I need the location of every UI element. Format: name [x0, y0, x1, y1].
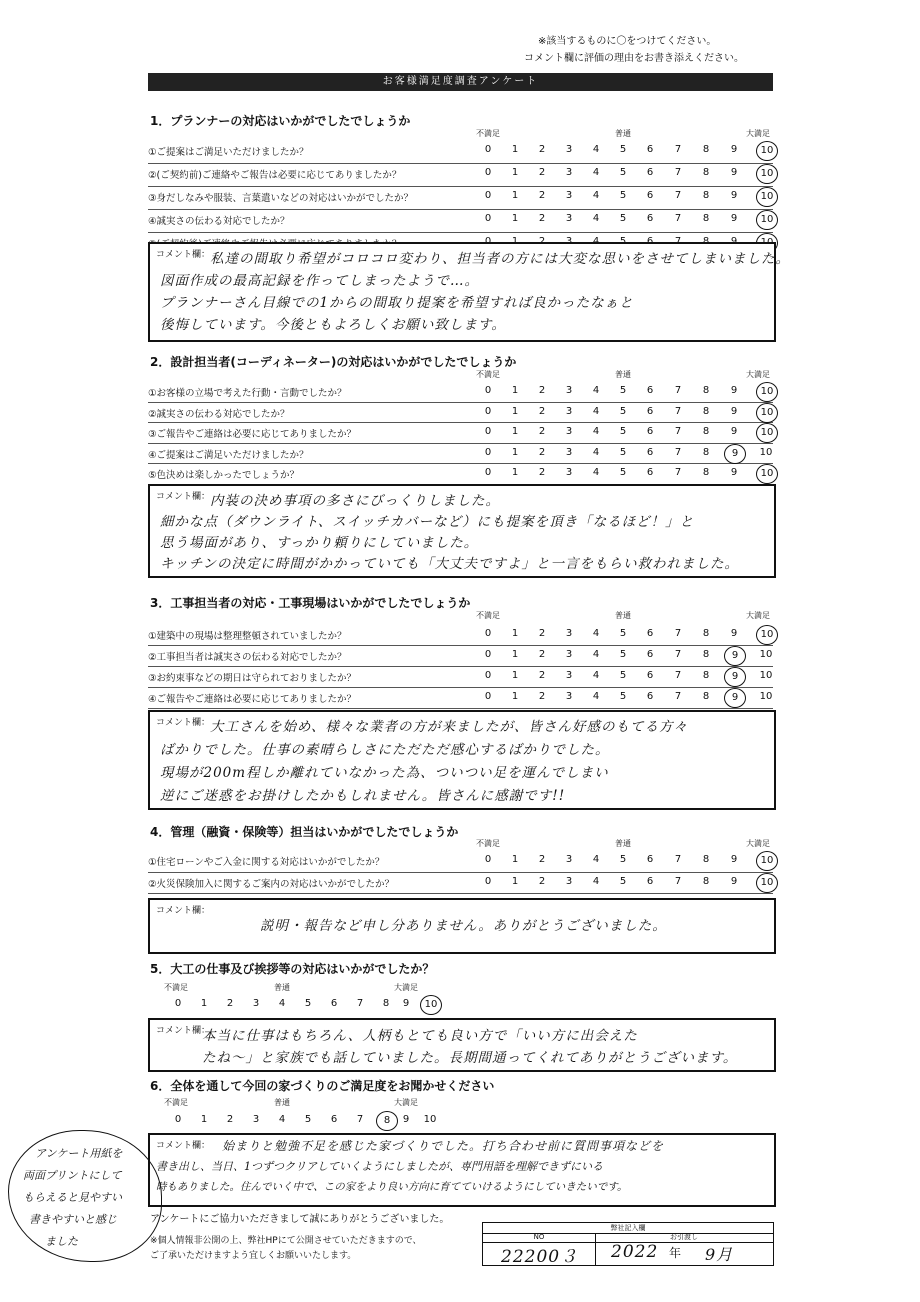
scale-label-low: 不満足 [476, 370, 500, 379]
scale-label-high: 大満足 [746, 839, 770, 848]
question-text: ④ご提案はご満足いただけましたか？ [148, 449, 309, 461]
comment-line: 現場が200m程しか離れていなかった為、ついつい足を運んでしまい [160, 765, 609, 781]
score-option[interactable]: 4 [592, 854, 600, 865]
score-option[interactable]: 5 [619, 213, 627, 224]
scale-label-high: 大満足 [394, 1098, 418, 1107]
score-option[interactable]: 1 [511, 426, 519, 437]
score-option[interactable]: 4 [592, 875, 600, 887]
score-option[interactable]: 9 [730, 405, 738, 417]
score-option[interactable]: 3 [565, 649, 573, 660]
score-option-selected[interactable]: 10 [756, 210, 778, 230]
score-option[interactable]: 5 [619, 426, 627, 437]
score-option[interactable]: 4 [278, 998, 286, 1009]
score-option[interactable]: 1 [511, 385, 519, 396]
score-option[interactable]: 8 [702, 213, 710, 224]
score-option[interactable]: 9 [730, 144, 738, 155]
office-use-box [482, 1222, 774, 1266]
instruction-note-1: ※該当するものに〇をつけてください。 [538, 36, 717, 47]
section-6-comment-box[interactable] [148, 1133, 776, 1207]
score-option[interactable]: 2 [538, 144, 546, 155]
score-option[interactable]: 9 [730, 190, 738, 201]
score-option-selected[interactable]: 9 [724, 646, 746, 666]
score-option[interactable]: 1 [511, 190, 519, 201]
score-option[interactable]: 7 [674, 167, 682, 178]
score-option[interactable]: 3 [565, 190, 573, 201]
score-option[interactable]: 6 [330, 1114, 338, 1125]
score-option[interactable]: 7 [674, 670, 682, 681]
score-option[interactable]: 0 [484, 426, 492, 437]
score-option[interactable]: 8 [702, 144, 710, 155]
section-5-comment-box[interactable] [148, 1018, 776, 1072]
comment-label: コメント欄： [156, 1141, 211, 1151]
score-option[interactable]: 5 [304, 998, 312, 1009]
question-text: ③ご報告やご連絡は必要に応じてありましたか？ [148, 429, 357, 440]
section-2-title: 2．設計担当者(コーディネーター)の対応はいかがでしたでしょうか [150, 355, 517, 369]
score-option[interactable]: 9 [730, 875, 738, 887]
question-row [148, 186, 773, 210]
score-option[interactable]: 4 [592, 385, 600, 396]
score-option[interactable]: 9 [730, 467, 738, 478]
score-option[interactable]: 8 [702, 691, 710, 702]
score-option-selected[interactable]: 10 [756, 423, 778, 443]
score-option[interactable]: 3 [565, 446, 573, 458]
score-option[interactable]: 9 [730, 385, 738, 396]
section-4-comment-box[interactable] [148, 898, 776, 954]
score-option[interactable]: 2 [538, 467, 546, 478]
score-option[interactable]: 2 [226, 1114, 234, 1125]
question-text: ②工事担当者は誠実さの伝わる対応でしたか？ [148, 652, 347, 663]
score-option[interactable]: 9 [730, 854, 738, 865]
side-note-line: もらえると見やすい [23, 1191, 122, 1204]
score-option[interactable]: 0 [484, 446, 492, 458]
score-option[interactable]: 7 [674, 385, 682, 396]
score-option[interactable]: 4 [592, 628, 600, 639]
score-option[interactable]: 9 [402, 1114, 410, 1125]
question-row [148, 163, 773, 187]
score-option[interactable]: 7 [674, 446, 682, 458]
handover-label: お引渡し [595, 1233, 773, 1243]
score-option[interactable]: 5 [619, 628, 627, 639]
scale-label-mid: 普通 [615, 129, 631, 138]
question-row [148, 402, 773, 424]
section-6-title: 6．全体を通して今回の家づくりのご満足度をお聞かせください [150, 1079, 495, 1093]
comment-line: 図面作成の最高記録を作ってしまったようで…。 [160, 273, 479, 289]
side-note-line: アンケート用紙を [35, 1147, 123, 1160]
comment-line: 時もありました。住んでいく中で、この家をより良い方向に育てていけるようにしていきたいです。 [156, 1181, 628, 1193]
score-option[interactable]: 1 [511, 875, 519, 887]
comment-label: コメント欄： [156, 1026, 211, 1036]
comment-line: キッチンの決定に時間がかかっていても「大丈夫ですよ」と一言をもらい救われました。 [160, 556, 740, 572]
score-option[interactable]: 7 [674, 467, 682, 478]
score-option[interactable]: 4 [592, 426, 600, 437]
question-row [148, 381, 773, 403]
office-use-label: 弊社記入欄 [483, 1223, 773, 1234]
score-option[interactable]: 7 [674, 144, 682, 155]
question-text: ①住宅ローンやご入金に関する対応はいかがでしたか？ [148, 857, 385, 868]
score-option[interactable]: 8 [702, 405, 710, 417]
score-option[interactable]: 1 [511, 628, 519, 639]
score-option[interactable]: 6 [646, 385, 654, 396]
comment-line: プランナーさん目線での1からの間取り提案を希望すれば良かったなぁと [160, 295, 634, 311]
comment-line: 書き出し、当日、1つずつクリアしていくようにしましたが、専門用語を理解できずにいる [156, 1160, 603, 1173]
score-option-selected[interactable]: 10 [756, 164, 778, 184]
scale-label-mid: 普通 [274, 983, 290, 992]
score-option[interactable]: 8 [702, 446, 710, 458]
question-row [148, 872, 773, 895]
score-option[interactable]: 1 [200, 1114, 208, 1125]
score-option[interactable]: 7 [674, 854, 682, 865]
scale-label-low: 不満足 [476, 839, 500, 848]
score-option[interactable]: 5 [619, 167, 627, 178]
score-option[interactable]: 0 [484, 691, 492, 702]
score-option[interactable]: 4 [592, 167, 600, 178]
scale-label-high: 大満足 [394, 983, 418, 992]
score-option-selected[interactable]: 8 [376, 1111, 398, 1131]
score-option[interactable]: 6 [646, 426, 654, 437]
score-option[interactable]: 1 [511, 213, 519, 224]
score-option[interactable]: 7 [674, 426, 682, 437]
side-note-line: 書きやすいと感じ [29, 1213, 117, 1226]
score-option[interactable]: 4 [592, 467, 600, 478]
section-1-comment-box[interactable] [148, 242, 790, 342]
score-option[interactable]: 5 [304, 1114, 312, 1125]
footer-privacy-1: ※個人情報非公開の上、弊社HPにて公開させていただきますので、 [150, 1236, 422, 1246]
score-option[interactable]: 6 [646, 854, 654, 865]
score-option[interactable]: 2 [538, 854, 546, 865]
score-option-selected[interactable]: 10 [756, 851, 778, 871]
question-text: ①ご提案はご満足いただけましたか？ [148, 147, 309, 158]
score-option[interactable]: 2 [538, 446, 546, 458]
score-option-selected[interactable]: 10 [756, 464, 778, 484]
score-option[interactable]: 6 [646, 670, 654, 681]
score-option[interactable]: 6 [646, 875, 654, 887]
score-option[interactable]: 0 [484, 628, 492, 639]
question-text: ③お約束事などの期日は守られておりましたか？ [148, 673, 357, 684]
score-option[interactable]: 3 [565, 426, 573, 437]
score-option[interactable]: 4 [592, 405, 600, 417]
score-option[interactable]: 2 [538, 628, 546, 639]
score-option[interactable]: 6 [646, 628, 654, 639]
score-option[interactable]: 0 [484, 854, 492, 865]
score-option[interactable]: 1 [511, 446, 519, 458]
scale-label-mid: 普通 [615, 370, 631, 379]
score-option[interactable]: 3 [565, 144, 573, 155]
score-option[interactable]: 3 [565, 628, 573, 639]
score-option[interactable]: 9 [730, 213, 738, 224]
score-option[interactable]: 2 [538, 691, 546, 702]
side-note-line: 両面プリントにして [23, 1169, 122, 1182]
score-option[interactable]: 4 [592, 649, 600, 660]
question-row [148, 443, 773, 465]
score-option[interactable]: 8 [702, 426, 710, 437]
score-option[interactable]: 0 [484, 213, 492, 224]
question-row [148, 140, 773, 164]
question-row [148, 463, 773, 485]
score-option[interactable]: 1 [511, 670, 519, 681]
score-option[interactable]: 0 [484, 167, 492, 178]
scale-label-mid: 普通 [615, 611, 631, 620]
score-option[interactable]: 1 [200, 998, 208, 1009]
comment-line: 逆にご迷惑をお掛けしたかもしれません。皆さんに感謝です!! [160, 788, 566, 804]
score-option[interactable]: 2 [538, 670, 546, 681]
score-option[interactable]: 9 [402, 998, 410, 1009]
comment-line: 本当に仕事はもちろん、人柄もとても良い方で「いい方に出会えた [202, 1028, 638, 1044]
score-option[interactable]: 8 [382, 998, 390, 1009]
footer-privacy-2: ご了承いただけますよう宜しくお願いいたします。 [150, 1251, 357, 1261]
question-row [148, 422, 773, 444]
score-option[interactable]: 4 [592, 213, 600, 224]
question-text: ③身だしなみや服装、言葉遣いなどの対応はいかがでしたか？ [148, 193, 414, 204]
score-option[interactable]: 4 [592, 190, 600, 201]
score-option[interactable]: 4 [592, 670, 600, 681]
score-option[interactable]: 4 [592, 691, 600, 702]
score-option[interactable]: 2 [538, 213, 546, 224]
score-option[interactable]: 5 [619, 446, 627, 458]
score-option-selected[interactable]: 10 [756, 187, 778, 207]
scale-label-low: 不満足 [476, 129, 500, 138]
question-text: ①建築中の現場は整理整頓されていましたか？ [148, 631, 347, 642]
score-option[interactable]: 4 [278, 1114, 286, 1125]
score-option[interactable]: 6 [646, 446, 654, 458]
question-row [148, 624, 773, 646]
score-option-selected[interactable]: 10 [756, 403, 778, 423]
score-option-selected[interactable]: 10 [420, 995, 442, 1015]
comment-line: 思う場面があり、すっかり頼りにしていました。 [160, 535, 479, 551]
handover-year: 2022 [611, 1242, 659, 1262]
score-option[interactable]: 8 [702, 854, 710, 865]
question-row [148, 687, 773, 709]
question-text: ④誠実さの伝わる対応でしたか？ [148, 216, 290, 227]
question-row [148, 666, 773, 688]
scale-label-low: 不満足 [164, 1098, 188, 1107]
score-option[interactable]: 7 [674, 649, 682, 660]
score-option[interactable]: 3 [565, 167, 573, 178]
score-option[interactable]: 6 [330, 998, 338, 1009]
section-1-title: 1．プランナーの対応はいかがでしたでしょうか [150, 114, 411, 128]
score-option[interactable]: 1 [511, 467, 519, 478]
question-text: ①お客様の立場で考えた行動・言動でしたか？ [148, 388, 347, 399]
score-option[interactable]: 3 [565, 467, 573, 478]
question-row [148, 209, 773, 233]
score-option[interactable]: 0 [484, 190, 492, 201]
score-option[interactable]: 0 [484, 405, 492, 417]
side-note-line: ました [45, 1235, 78, 1248]
score-option[interactable]: 7 [674, 190, 682, 201]
score-option[interactable]: 8 [702, 467, 710, 478]
score-option[interactable]: 5 [619, 691, 627, 702]
question-text: ⑤色決めは楽しかったでしょうか？ [148, 470, 300, 481]
question-row [148, 645, 773, 667]
comment-line: 説明・報告など申し分ありません。ありがとうございました。 [260, 918, 667, 934]
section-3-comment-box[interactable] [148, 710, 776, 810]
score-option[interactable]: 6 [646, 144, 654, 155]
survey-number: 22200３ [501, 1247, 579, 1267]
score-option[interactable]: 3 [565, 854, 573, 865]
survey-title-banner: お客様満足度調査アンケート [148, 73, 773, 91]
score-option[interactable]: 9 [730, 426, 738, 437]
score-option[interactable]: 5 [619, 670, 627, 681]
score-option[interactable]: 10 [759, 691, 773, 702]
score-option[interactable]: 2 [538, 167, 546, 178]
comment-label: コメント欄： [156, 718, 211, 728]
score-option[interactable]: 3 [565, 213, 573, 224]
comment-line: 内装の決め事項の多さにびっくりしました。 [210, 493, 500, 509]
score-option[interactable]: 2 [538, 649, 546, 660]
score-option[interactable]: 0 [484, 467, 492, 478]
comment-label: コメント欄： [156, 906, 211, 916]
score-option[interactable]: 7 [674, 875, 682, 887]
score-option[interactable]: 10 [423, 1114, 437, 1125]
comment-line: 始まりと勉強不足を感じた家づくりでした。打ち合わせ前に質問事項などを [222, 1139, 665, 1153]
section-2-comment-box[interactable] [148, 484, 776, 578]
footer-thanks: アンケートにご協力いただきまして誠にありがとうございました。 [150, 1214, 450, 1225]
score-option[interactable]: 0 [484, 385, 492, 396]
score-option[interactable]: 8 [702, 875, 710, 887]
instruction-note-2: コメント欄に評価の理由をお書き添えください。 [524, 53, 744, 64]
score-option[interactable]: 2 [538, 190, 546, 201]
score-option[interactable]: 6 [646, 405, 654, 417]
score-option[interactable]: 0 [484, 144, 492, 155]
score-option[interactable]: 5 [619, 405, 627, 417]
comment-line: ばかりでした。仕事の素晴らしさにただただ感心するばかりでした。 [160, 742, 610, 758]
comment-line: 細かな点（ダウンライト、スイッチカバーなど）にも提案を頂き「なるほど！」と [160, 514, 695, 530]
side-handwritten-note [8, 1130, 162, 1262]
score-option[interactable]: 5 [619, 854, 627, 865]
score-option-selected[interactable]: 9 [724, 444, 746, 464]
score-option[interactable]: 0 [174, 1114, 182, 1125]
score-option-selected[interactable]: 10 [756, 141, 778, 161]
score-option[interactable]: 2 [538, 385, 546, 396]
score-option[interactable]: 3 [565, 405, 573, 417]
scale-label-high: 大満足 [746, 370, 770, 379]
score-option[interactable]: 0 [174, 998, 182, 1009]
section-4-title: 4．管理（融資・保険等）担当はいかがでしたでしょうか [150, 825, 459, 839]
comment-label: コメント欄： [156, 250, 211, 260]
score-option[interactable]: 8 [702, 385, 710, 396]
score-option[interactable]: 6 [646, 691, 654, 702]
year-suffix: 年 [669, 1246, 682, 1260]
section-3-title: 3．工事担当者の対応・工事現場はいかがでしたでしょうか [150, 596, 471, 610]
score-option-selected[interactable]: 10 [756, 382, 778, 402]
scale-label-low: 不満足 [476, 611, 500, 620]
comment-line: たね～」と家族でも話していました。長期間通ってくれてありがとうございます。 [202, 1050, 738, 1066]
no-label: NO [483, 1233, 596, 1243]
scale-label-mid: 普通 [615, 839, 631, 848]
score-option[interactable]: 0 [484, 649, 492, 660]
question-text: ②誠実さの伝わる対応でしたか？ [148, 408, 290, 420]
score-option[interactable]: 10 [759, 670, 773, 681]
comment-line: 私達の間取り希望がコロコロ変わり、担当者の方には大変な思いをさせてしまいました。 [210, 251, 790, 267]
score-option[interactable]: 2 [538, 405, 546, 417]
comment-line: 大工さんを始め、様々な業者の方が来ましたが、皆さん好感のもてる方々 [210, 719, 688, 735]
score-option[interactable]: 5 [619, 385, 627, 396]
scale-label-low: 不満足 [164, 983, 188, 992]
score-option[interactable]: 3 [565, 385, 573, 396]
score-option[interactable]: 3 [565, 691, 573, 702]
score-option[interactable]: 6 [646, 649, 654, 660]
score-option-selected[interactable]: 10 [756, 625, 778, 645]
scale-label-high: 大満足 [746, 611, 770, 620]
score-option[interactable]: 3 [565, 875, 573, 887]
question-text: ④ご報告やご連絡は必要に応じてありましたか？ [148, 694, 357, 705]
score-option[interactable]: 1 [511, 691, 519, 702]
score-option[interactable]: 2 [538, 875, 546, 887]
score-option[interactable]: 3 [565, 670, 573, 681]
score-option[interactable]: 7 [674, 213, 682, 224]
score-option[interactable]: 5 [619, 144, 627, 155]
score-option[interactable]: 7 [674, 691, 682, 702]
score-option[interactable]: 8 [702, 670, 710, 681]
score-option[interactable]: 3 [252, 1114, 260, 1125]
score-option[interactable]: 8 [702, 628, 710, 639]
score-option[interactable]: 1 [511, 405, 519, 417]
score-option[interactable]: 10 [759, 446, 773, 458]
score-option[interactable]: 1 [511, 649, 519, 660]
score-option[interactable]: 7 [356, 1114, 364, 1125]
score-option[interactable]: 8 [702, 167, 710, 178]
score-option[interactable]: 6 [646, 167, 654, 178]
score-option[interactable]: 6 [646, 213, 654, 224]
score-option[interactable]: 2 [538, 426, 546, 437]
comment-label: コメント欄： [156, 492, 211, 502]
score-option[interactable]: 8 [702, 649, 710, 660]
score-option[interactable]: 1 [511, 144, 519, 155]
score-option[interactable]: 8 [702, 190, 710, 201]
score-option-selected[interactable]: 9 [724, 667, 746, 687]
score-option[interactable]: 6 [646, 190, 654, 201]
score-option[interactable]: 10 [759, 649, 773, 660]
score-option[interactable]: 7 [674, 628, 682, 639]
office-box-divider [595, 1242, 596, 1265]
comment-line: 後悔しています。今後ともよろしくお願い致します。 [160, 317, 506, 333]
scale-label-high: 大満足 [746, 129, 770, 138]
score-option[interactable]: 7 [356, 998, 364, 1009]
score-option[interactable]: 0 [484, 875, 492, 887]
score-option[interactable]: 2 [226, 998, 234, 1009]
section-5-title: 5．大工の仕事及び挨拶等の対応はいかがでしたか？ [150, 962, 435, 976]
scale-label-mid: 普通 [274, 1098, 290, 1107]
question-text: ②火災保険加入に関するご案内の対応はいかがでしたか？ [148, 878, 395, 890]
score-option[interactable]: 9 [730, 628, 738, 639]
score-option[interactable]: 5 [619, 875, 627, 887]
score-option[interactable]: 4 [592, 144, 600, 155]
question-row [148, 850, 773, 873]
score-option[interactable]: 4 [592, 446, 600, 458]
score-option[interactable]: 7 [674, 405, 682, 417]
score-option-selected[interactable]: 10 [756, 873, 778, 893]
question-text: ②(ご契約前)ご連絡やご報告は必要に応じてありましたか？ [148, 170, 402, 181]
handover-month: 9月 [705, 1245, 734, 1264]
score-option[interactable]: 0 [484, 670, 492, 681]
score-option[interactable]: 5 [619, 467, 627, 478]
score-option[interactable]: 6 [646, 467, 654, 478]
score-option-selected[interactable]: 9 [724, 688, 746, 708]
score-option[interactable]: 9 [730, 167, 738, 178]
score-option[interactable]: 1 [511, 854, 519, 865]
score-option[interactable]: 5 [619, 190, 627, 201]
score-option[interactable]: 3 [252, 998, 260, 1009]
score-option[interactable]: 5 [619, 649, 627, 660]
score-option[interactable]: 1 [511, 167, 519, 178]
